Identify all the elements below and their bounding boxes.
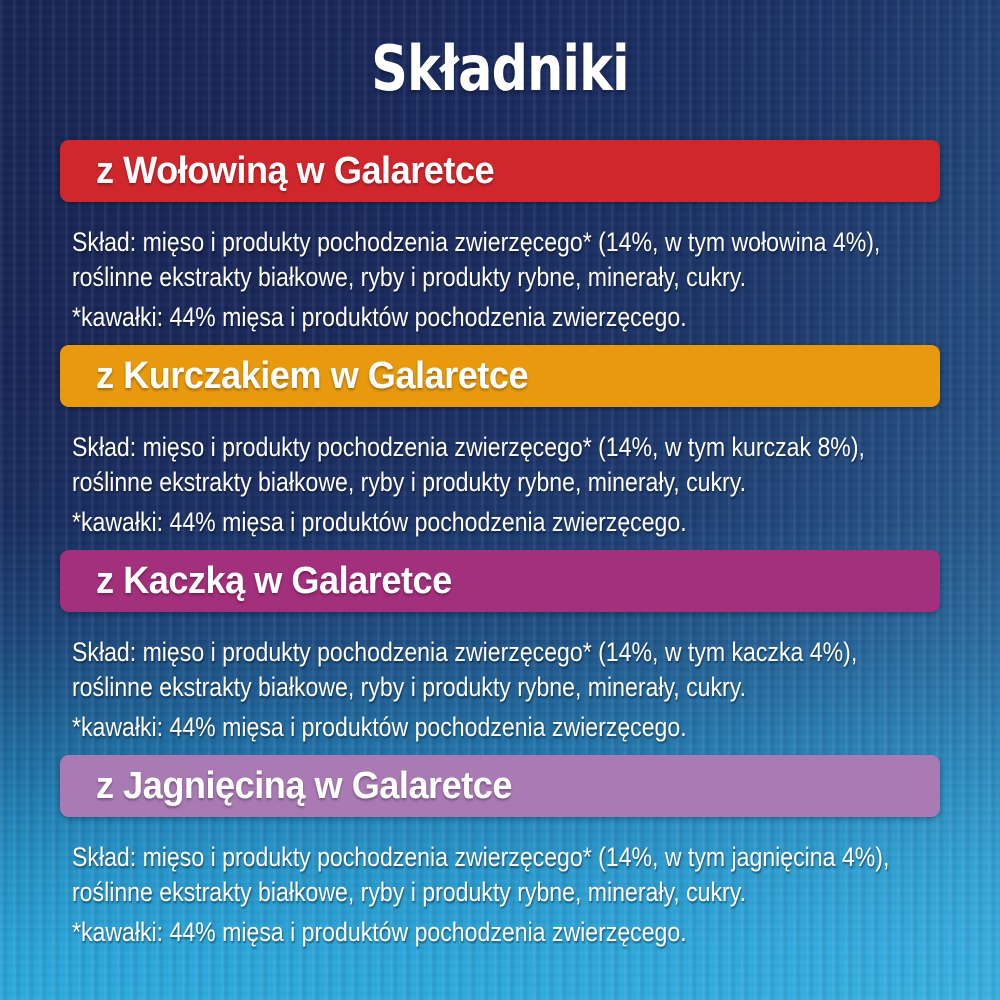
page-title: Składniki [371,32,629,105]
ingredients-line: roślinne ekstrakty białkowe, ryby i produkty rybne, minerały, cukry. [72,672,746,702]
ingredients-note: *kawałki: 44% mięsa i produktów pochodzenia zwierzęcego. [72,917,687,947]
section-title: z Wołowiną w Galaretce [96,149,495,192]
section-banner-beef [60,140,940,202]
ingredients-line: Skład: mięso i produkty pochodzenia zwierzęcego* (14%, w tym wołowina 4%), [72,227,881,257]
section-beef [60,140,940,335]
section-lamb [60,755,940,950]
section-title: z Jagnięciną w Galaretce [96,764,512,807]
section-banner-duck [60,550,940,612]
section-chicken [60,345,940,540]
section-title: z Kurczakiem w Galaretce [96,354,529,397]
ingredients-note: *kawałki: 44% mięsa i produktów pochodzenia zwierzęcego. [72,507,687,537]
ingredients-note: *kawałki: 44% mięsa i produktów pochodzenia zwierzęcego. [72,712,687,742]
ingredients-line: Skład: mięso i produkty pochodzenia zwierzęcego* (14%, w tym kurczak 8%), [72,432,865,462]
section-duck [60,550,940,745]
section-banner-chicken [60,345,940,407]
page-title-wrap [0,0,1000,108]
ingredients-line: roślinne ekstrakty białkowe, ryby i produkty rybne, minerały, cukry. [72,467,746,497]
ingredients-line: Skład: mięso i produkty pochodzenia zwierzęcego* (14%, w tym jagnięcina 4%), [72,842,890,872]
ingredients-text [72,225,940,335]
ingredients-line: Skład: mięso i produkty pochodzenia zwierzęcego* (14%, w tym kaczka 4%), [72,637,858,667]
ingredients-line: roślinne ekstrakty białkowe, ryby i produkty rybne, minerały, cukry. [72,262,746,292]
section-banner-lamb [60,755,940,817]
ingredients-text [72,430,940,540]
ingredients-note: *kawałki: 44% mięsa i produktów pochodzenia zwierzęcego. [72,302,687,332]
ingredients-text [72,635,940,745]
ingredients-text [72,840,940,950]
section-title: z Kaczką w Galaretce [96,559,452,602]
ingredients-line: roślinne ekstrakty białkowe, ryby i produkty rybne, minerały, cukry. [72,877,746,907]
